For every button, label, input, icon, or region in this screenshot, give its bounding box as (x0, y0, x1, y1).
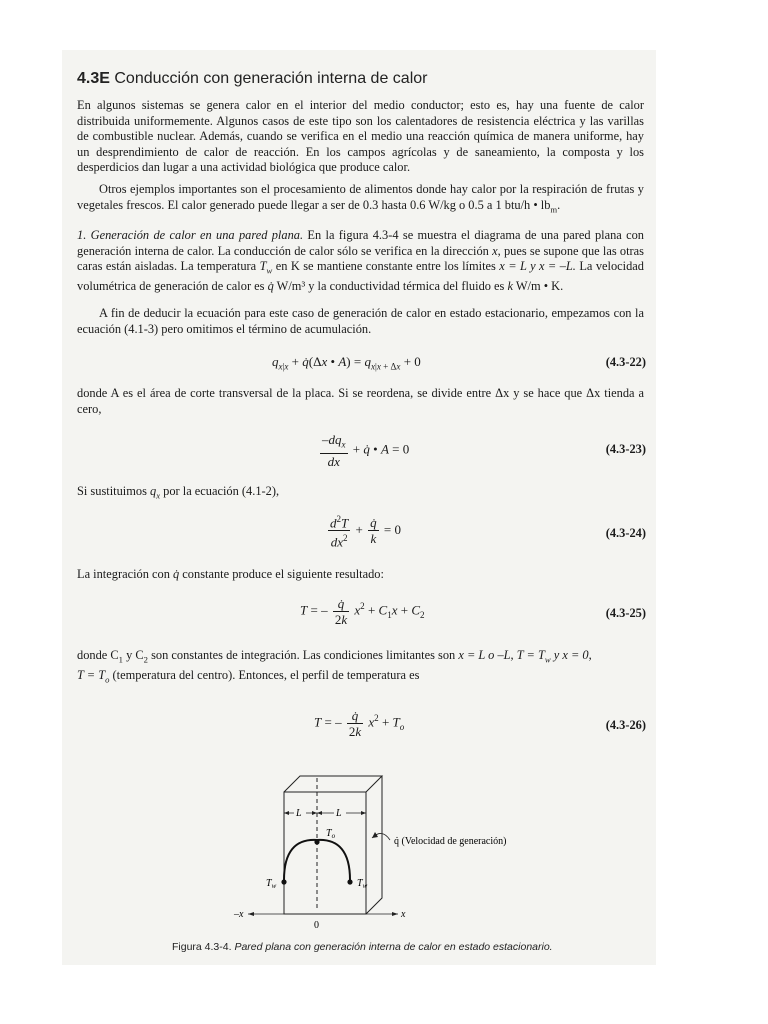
label-Tw-left: $T_w$ (266, 878, 277, 890)
after23-paragraph (77, 484, 644, 504)
label-Tw-right: $T_w$ (357, 878, 368, 890)
part1-var-q: q̇ (267, 279, 274, 294)
equation-4-3-22: $q_{x|x}$ + q̇(Δx • $A) = q_{x|x + \Delta x} + 0$ (272, 354, 421, 372)
right-wall-temperature-point (347, 879, 352, 884)
after25-text-a: donde C (77, 648, 119, 662)
label-origin: 0 (314, 920, 319, 930)
wall-top-face (284, 776, 382, 792)
after25-text-b: y C (122, 648, 144, 662)
equation-4-3-25: T = – $\frac{q̇}{2k}$ $x^2 + C_1x + C_2$ (300, 596, 425, 627)
equation-4-3-23: $\frac{-dq_x}{dx}$ + q̇ • A = 0 (322, 432, 410, 469)
caption-text: Pared plana con generación interna de calor en estado estacionario. (231, 941, 553, 953)
part1-limits: x = L y x = –L. (499, 259, 576, 274)
after25-text-d: x = L o –L, T = T (458, 648, 545, 662)
after23-var-q: q (150, 484, 157, 498)
label-generation: q̇ (Velocidad de generación) (394, 836, 507, 847)
part1-text-c: en K se mantiene constante entre los límites (272, 259, 500, 274)
after23-text-a: Si sustituimos (77, 484, 150, 498)
part1-text-d: La velocidad volumétrica de generación de calor es (77, 259, 644, 294)
after24-text-b: constante produce el siguiente resultado: (179, 567, 384, 581)
label-To: $T_o$ (326, 828, 336, 840)
after25-paragraph: donde $C_1$ y $C_2$ son constantes de integración. Las condiciones limitantes son x = L o –L, $T = T_w$ y x = 0, $T = T_o$ (temperatura del centro). Entonces, el perfil de temperatura es (77, 648, 592, 685)
caption-label: Figura 4.3-4. (172, 941, 232, 953)
part1-var-k: k (507, 279, 513, 294)
examples-unit-sub: m (550, 204, 558, 215)
equation-4-3-24: $\frac{d^2T}{dx^2}$ + $\frac{q̇}{k}$ = 0 (330, 514, 401, 550)
figure-caption (172, 941, 553, 953)
examples-unit: • lb (533, 197, 551, 212)
wall-figure (220, 770, 520, 930)
after25-text-g: (temperatura del centro). Entonces, el perfil de temperatura es (109, 668, 420, 683)
part1-var-x: x (492, 243, 498, 258)
after24-text-a: La integración con (77, 567, 173, 581)
part1-paragraph (77, 228, 644, 295)
after24-var-q: q̇ (173, 567, 180, 581)
wall-right-face (366, 776, 382, 914)
intro-paragraph: En algunos sistemas se genera calor en el interior del medio conductor; esto es, hay una fuente de calor distribuida uniformemente. Algunos casos de este tipo son los calentadores de resistencia eléctrica y las varillas de combustible nuclear. Además, cuando se verifica en el medio una reacción química de manera uniforme, hay un desprendimiento de calor de reacción. En los campos agrícolas y de saneamiento, la composta y los desperdicios dan lugar a una actividad biológica que produce calor. (77, 98, 644, 175)
part1-text-b: , pues se supone que las otras caras están aisladas. La temperatura (77, 243, 644, 274)
part1-title: 1. Generación de calor en una pared plana. (77, 228, 304, 242)
part1-text-e: W/m³ y la conductividad térmica del fluido es (273, 279, 508, 294)
part1-text-f: W/m • K. (512, 279, 564, 294)
examples-text: Otros ejemplos importantes son el procesamiento de alimentos donde hay calor por la respiración de frutas y vegetales frescos. El calor generado puede llegar a ser de 0.3 hasta 0.6 W/kg o 0.5 a 1 btu/h (77, 182, 644, 212)
equation-number: (4.3-25) (605, 606, 646, 620)
label-x-negative: –x (234, 909, 244, 920)
examples-end: . (557, 197, 561, 212)
label-x-positive: x (401, 909, 406, 920)
label-L-left: L (296, 808, 302, 819)
part1-text-a: En la figura 4.3-4 se muestra el diagrama de una pared plana con generación interna de calor. La conducción de calor sólo se verifica en la dirección (77, 228, 645, 258)
equation-number: (4.3-24) (605, 526, 646, 540)
left-wall-temperature-point (281, 879, 286, 884)
part1-var-T-sub: w (266, 265, 273, 276)
equation-number: (4.3-23) (605, 442, 646, 456)
after25-text-e: y x = 0, (550, 648, 592, 662)
label-L-right: L (336, 808, 342, 819)
after25-text-c: son constantes de integración. Las condiciones limitantes son (147, 648, 459, 662)
after23-text-b: por la ecuación (4.1-2), (160, 484, 280, 498)
equation-number: (4.3-22) (605, 355, 646, 369)
temperature-profile-curve (284, 840, 350, 880)
section-number: 4.3E (77, 70, 110, 87)
section-heading (77, 70, 427, 88)
part1-var-T: T (259, 259, 267, 274)
after24-paragraph (77, 567, 644, 583)
equation-4-3-26: T = – $\frac{q̇}{2k}$ $x^2 + T_o$ (314, 708, 405, 739)
examples-paragraph (77, 182, 644, 218)
equation-number: (4.3-26) (605, 718, 646, 732)
center-temperature-point (314, 839, 319, 844)
after25-text-f: T = T (77, 668, 106, 683)
after22-paragraph: donde A es el área de corte transversal de la placa. Si se reordena, se divide entre Δx y se hace que Δx tienda a cero, (77, 386, 644, 416)
after23-var-q-sub: x (156, 490, 161, 501)
section-title: Conducción con generación interna de calor (114, 70, 428, 87)
derive-paragraph: A fin de deducir la ecuación para este caso de generación de calor en estado estacionario, empezamos con la ecuación (4.1-3) pero omitimos el término de acumulación. (77, 306, 644, 336)
